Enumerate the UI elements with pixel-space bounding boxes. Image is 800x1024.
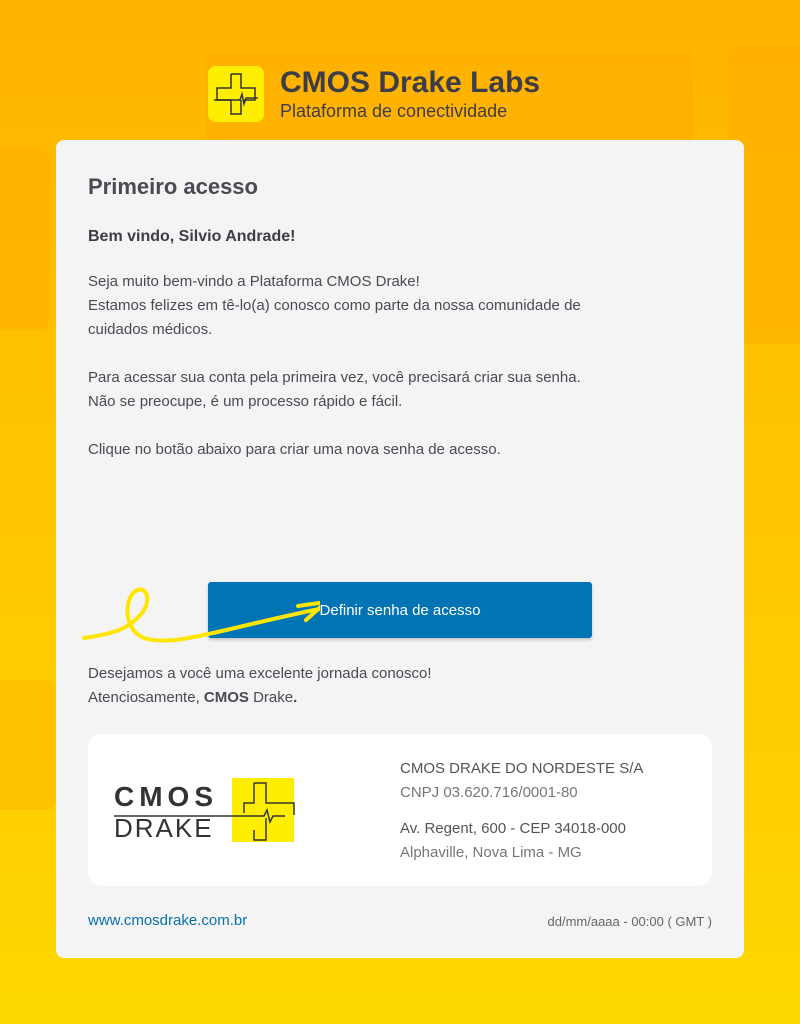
company-city: Alphaville, Nova Lima - MG <box>400 844 582 861</box>
welcome-heading: Bem vindo, Silvio Andrade! <box>88 228 296 245</box>
company-info-box <box>88 734 712 886</box>
text-line: cuidados médicos. <box>88 321 213 338</box>
background-shape <box>0 150 50 330</box>
text-line: Desejamos a você uma excelente jornada conosco! <box>88 665 432 682</box>
text-span: Atenciosamente, <box>88 689 204 706</box>
logo-text-top: CMOS <box>114 781 218 812</box>
text-span: . <box>293 689 298 706</box>
cta-paragraph <box>88 438 501 462</box>
background-shape <box>0 680 56 810</box>
medical-cross-heartbeat-icon <box>208 66 264 122</box>
app-title: CMOS Drake Labs <box>280 66 541 99</box>
company-logo <box>114 778 304 842</box>
website-link[interactable]: www.cmosdrake.com.br <box>88 912 248 929</box>
text-span: Drake <box>248 689 294 706</box>
company-address: Av. Regent, 600 - CEP 34018-000 <box>400 820 626 837</box>
text-line: Para acessar sua conta pela primeira vez, você precisará criar sua senha. <box>88 369 581 386</box>
closing-text <box>88 662 432 710</box>
email-card <box>56 140 744 958</box>
footer-datetime: dd/mm/aaaa - 00:00 ( GMT ) <box>547 914 712 929</box>
logo-text-bottom: DRAKE <box>114 813 214 843</box>
page-title: Primeiro acesso <box>88 174 258 199</box>
define-password-button[interactable]: Definir senha de acesso <box>208 582 592 638</box>
app-header <box>208 66 540 122</box>
text-line: Não se preocupe, é um processo rápido e fácil. <box>88 393 403 410</box>
text-line: Clique no botão abaixo para criar uma nova senha de acesso. <box>88 441 501 458</box>
instructions-paragraph <box>88 366 581 414</box>
text-line: Seja muito bem-vindo a Plataforma CMOS Drake! <box>88 273 420 290</box>
app-subtitle: Plataforma de conectividade <box>280 101 508 121</box>
text-line: Estamos felizes em tê-lo(a) conosco como parte da nossa comunidade de <box>88 297 581 314</box>
decorative-arrow-icon <box>80 580 320 670</box>
intro-paragraph <box>88 270 581 342</box>
company-cnpj: CNPJ 03.620.716/0001-80 <box>400 784 578 801</box>
company-name: CMOS DRAKE DO NORDESTE S/A <box>400 760 644 777</box>
brand-bold: CMOS <box>203 689 249 706</box>
